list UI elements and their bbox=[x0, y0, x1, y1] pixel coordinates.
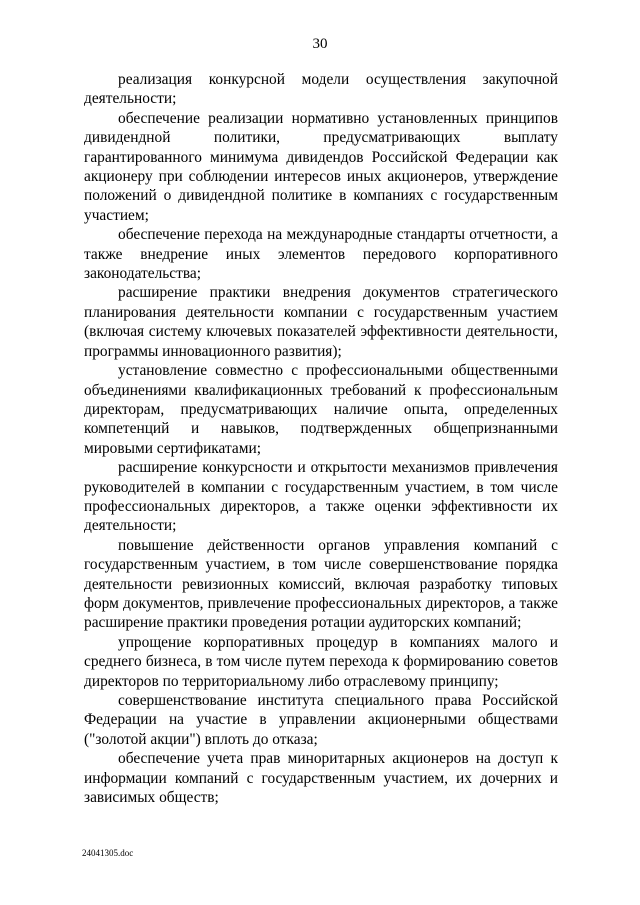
paragraph-small-business-procedures: упрощение корпоративных процедур в компаниях малого и среднего бизнеса, в том числе путем перехода к формированию советов директоров по территориальному либо отраслевому принципу; bbox=[84, 633, 558, 690]
paragraph-minority-shareholders: обеспечение учета прав миноритарных акционеров на доступ к информации компаний с государственным участием, их дочерних и зависимых обществ; bbox=[84, 750, 558, 807]
paragraph-qualification-requirements: установление совместно с профессиональными общественными объединениями квалификационных требований к профессиональным директорам, предусматривающих наличие опыта, определенных компетенций и навыков, подтвержденных общепризнанными мировыми сертификатами; bbox=[84, 362, 558, 457]
paragraph-competitive-recruitment: расширение конкурсности и открытости механизмов привлечения руководителей в компании с государственным участием, в том числе профессиональных директоров, а также оценки эффективности их деятельности; bbox=[84, 459, 558, 535]
file-name-footer: 24041305.doc bbox=[82, 848, 134, 858]
paragraph-management-bodies: повышение действенности органов управления компаний с государственным участием, в том числе совершенствование порядка деятельности ревизионных комиссий, включая разработку типовых форм документов, привлечение профессиональных директоров, а также расширение практики проведения ротации аудиторских компаний; bbox=[84, 536, 558, 632]
page-number: 30 bbox=[312, 36, 328, 52]
paragraph-golden-share: совершенствование института специального права Российской Федерации на участие в управлении акционерными обществами ("золотой акции") вплоть до отказа; bbox=[84, 692, 558, 748]
paragraph-reporting-standards: обеспечение перехода на международные стандарты отчетности, а также внедрение иных элементов передового корпоративного законодательства; bbox=[84, 226, 558, 283]
paragraph-dividend-policy: обеспечение реализации нормативно установленных принципов дивидендной политики, предусматривающих выплату гарантированного минимума дивидендов Российской Федерации как акционеру при соблюдении интересов иных акционеров, утверждение положений о дивидендной политике в компаниях с государственным участием; bbox=[84, 109, 558, 224]
paragraph-procurement-model: реализация конкурсной модели осуществления закупочной деятельности; bbox=[84, 71, 558, 108]
document-body bbox=[84, 70, 558, 807]
paragraph-strategic-planning: расширение практики внедрения документов стратегического планирования деятельности компании с государственным участием (включая систему ключевых показателей эффективности деятельности, программы инновационного развития); bbox=[84, 284, 558, 360]
